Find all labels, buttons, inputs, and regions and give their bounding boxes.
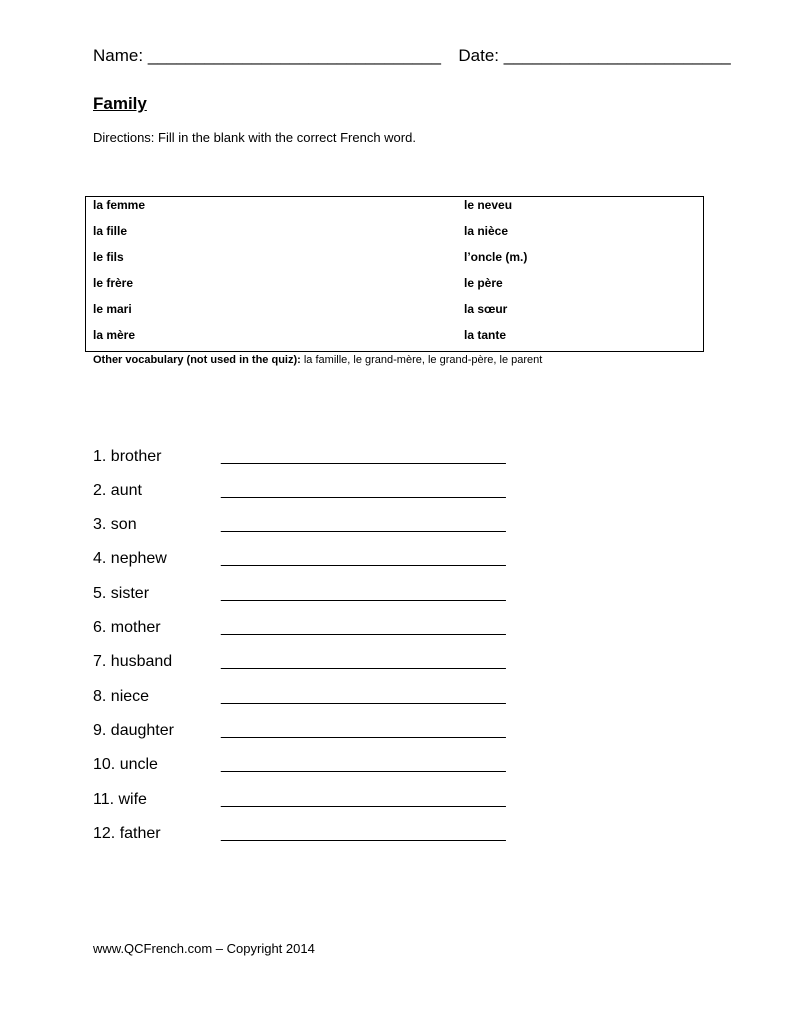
- quiz-prompt: 1. brother: [93, 448, 162, 465]
- vocab-box: [85, 196, 704, 352]
- quiz-prompt: 11. wife: [93, 791, 147, 808]
- quiz-prompt: 5. sister: [93, 585, 150, 602]
- directions-text: Directions: Fill in the blank with the correct French word.: [93, 130, 416, 145]
- quiz-item: [93, 516, 523, 540]
- quiz-prompt: 4. nephew: [93, 550, 167, 567]
- vocab-right-item: le père: [464, 276, 503, 290]
- quiz-item: [93, 550, 523, 574]
- vocab-left-item: la mère: [93, 328, 136, 342]
- footer-copyright: www.QCFrench.com – Copyright 2014: [93, 941, 315, 956]
- vocab-left-item: le fils: [93, 250, 124, 264]
- vocab-right-item: le neveu: [464, 198, 513, 212]
- quiz-answer-blank[interactable]: ________________________________: [221, 791, 506, 808]
- name-label: Name:: [93, 46, 144, 65]
- quiz-item: [93, 791, 523, 815]
- vocab-right-item: la tante: [464, 328, 507, 342]
- quiz-item: [93, 688, 523, 712]
- vocab-left-item: la femme: [93, 198, 146, 212]
- quiz-answer-blank[interactable]: ________________________________: [221, 448, 506, 465]
- quiz-prompt: 2. aunt: [93, 482, 142, 499]
- vocab-right-item: l’oncle (m.): [464, 250, 528, 264]
- quiz-item: [93, 825, 523, 849]
- quiz-answer-blank[interactable]: ________________________________: [221, 585, 506, 602]
- quiz-answer-blank[interactable]: ________________________________: [221, 688, 506, 705]
- quiz-prompt: 8. niece: [93, 688, 150, 705]
- quiz-answer-blank[interactable]: ________________________________: [221, 482, 506, 499]
- other-vocabulary-text: la famille, le grand-mère, le grand-père, le parent: [303, 354, 543, 366]
- quiz-item: [93, 722, 523, 746]
- quiz-answer-blank[interactable]: ________________________________: [221, 653, 506, 670]
- quiz-item: [93, 448, 523, 472]
- quiz-answer-blank[interactable]: ________________________________: [221, 722, 506, 739]
- quiz-prompt: 12. father: [93, 825, 161, 842]
- date-field[interactable]: ________________________: [503, 46, 731, 65]
- quiz-answer-blank[interactable]: ________________________________: [221, 825, 506, 842]
- other-vocabulary: [93, 354, 542, 366]
- quiz-prompt: 10. uncle: [93, 756, 158, 773]
- quiz-answer-blank[interactable]: ________________________________: [221, 550, 506, 567]
- quiz-prompt: 6. mother: [93, 619, 161, 636]
- other-vocabulary-label: Other vocabulary (not used in the quiz):: [93, 354, 301, 366]
- quiz-item: [93, 482, 523, 506]
- header-line: [93, 46, 731, 66]
- vocab-left-item: la fille: [93, 224, 128, 238]
- quiz-prompt: 7. husband: [93, 653, 173, 670]
- date-label: Date:: [458, 46, 500, 65]
- quiz-answer-blank[interactable]: ________________________________: [221, 516, 506, 533]
- quiz-prompt: 3. son: [93, 516, 137, 533]
- quiz-item: [93, 653, 523, 677]
- quiz-item: [93, 756, 523, 780]
- quiz-item: [93, 585, 523, 609]
- name-field[interactable]: _______________________________: [147, 46, 441, 65]
- quiz-answer-blank[interactable]: ________________________________: [221, 756, 506, 773]
- vocab-right-item: la nièce: [464, 224, 509, 238]
- vocab-left-item: le frère: [93, 276, 134, 290]
- vocab-right-item: la sœur: [464, 302, 508, 316]
- quiz-answer-blank[interactable]: ________________________________: [221, 619, 506, 636]
- vocab-left-item: le mari: [93, 302, 132, 316]
- page-title: Family: [93, 94, 147, 113]
- quiz-prompt: 9. daughter: [93, 722, 174, 739]
- quiz-item: [93, 619, 523, 643]
